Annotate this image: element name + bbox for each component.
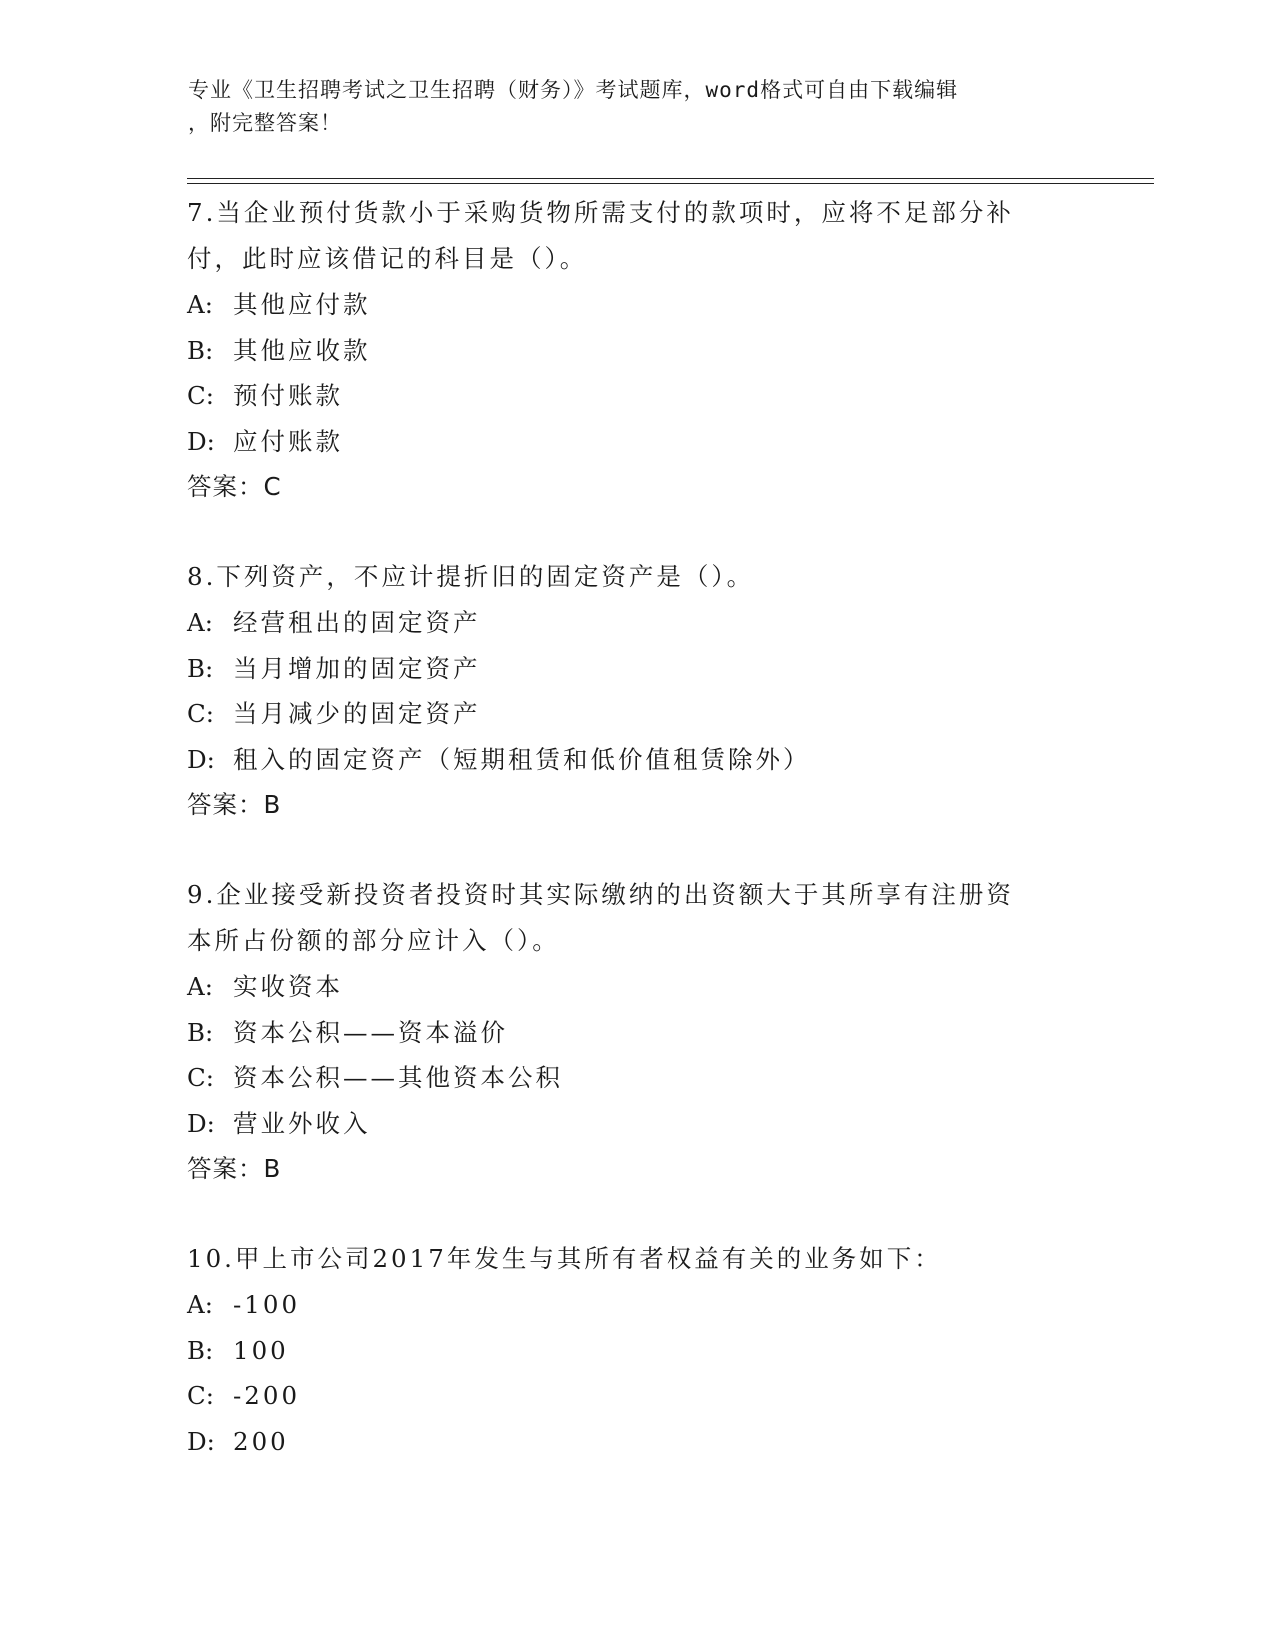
option-c [187, 691, 1087, 737]
option-label: B: [187, 1335, 214, 1365]
question-text-line-1: 9.企业接受新投资者投资时其实际缴纳的出资额大于其所享有注册资 [187, 880, 1014, 909]
option-text: -100 [233, 1290, 301, 1319]
option-text: 应付账款 [233, 426, 343, 456]
question-text-line-1: 8.下列资产，不应计提折旧的固定资产是（）。 [187, 562, 755, 591]
option-d [187, 737, 1087, 783]
question-text-line-1: 7.当企业预付货款小于采购货物所需支付的款项时，应将不足部分补 [187, 198, 1014, 227]
header-divider-bottom [187, 183, 1154, 184]
option-text: 营业外收入 [233, 1108, 371, 1138]
option-text: 当月减少的固定资产 [233, 699, 481, 728]
option-label: B: [187, 653, 214, 683]
question-list [187, 190, 1087, 1464]
header-line-1: 专业《卫生招聘考试之卫生招聘（财务）》考试题库，word格式可自由下载编辑 [188, 78, 959, 102]
question-text-line-2: 付，此时应该借记的科目是（）。 [187, 244, 588, 273]
option-c [187, 1373, 1087, 1419]
option-text: -200 [233, 1381, 301, 1410]
option-label: C: [187, 1381, 215, 1410]
answer: 答案：C [187, 472, 282, 501]
question-text [187, 872, 1087, 964]
option-label: C: [187, 381, 215, 410]
option-d [187, 1101, 1087, 1147]
option-label: A: [187, 290, 213, 319]
option-a [187, 282, 1087, 328]
question-text [187, 190, 1087, 282]
option-text: 资本公积——其他资本公积 [233, 1063, 563, 1092]
option-d [187, 419, 1087, 465]
option-text: 资本公积——资本溢价 [233, 1017, 508, 1047]
option-text: 其他应付款 [233, 290, 371, 319]
option-text: 200 [233, 1426, 289, 1456]
question-8 [187, 554, 1087, 827]
question-text-line-1: 10.甲上市公司2017年发生与其所有者权益有关的业务如下： [187, 1244, 942, 1273]
option-b [187, 1010, 1087, 1056]
option-c [187, 1055, 1087, 1101]
question-9 [187, 872, 1087, 1191]
option-label: C: [187, 1063, 215, 1092]
option-text: 实收资本 [233, 972, 343, 1001]
option-b [187, 646, 1087, 692]
option-label: A: [187, 1290, 213, 1319]
option-a [187, 1282, 1087, 1328]
option-b [187, 1328, 1087, 1374]
question-7 [187, 190, 1087, 509]
document-header [188, 74, 1068, 140]
option-label: B: [187, 1017, 214, 1047]
option-text: 100 [233, 1335, 289, 1365]
question-text-line-2: 本所占份额的部分应计入（）。 [187, 926, 560, 955]
answer: 答案：B [187, 1154, 282, 1183]
header-divider-top [187, 178, 1154, 179]
question-text [187, 554, 1087, 600]
option-text: 经营租出的固定资产 [233, 608, 481, 637]
option-label: B: [187, 335, 214, 365]
option-text: 当月增加的固定资产 [233, 653, 481, 683]
option-text: 其他应收款 [233, 335, 371, 365]
question-10 [187, 1236, 1087, 1464]
option-label: C: [187, 699, 215, 728]
option-d [187, 1419, 1087, 1465]
option-c [187, 373, 1087, 419]
option-label: D: [187, 1108, 215, 1138]
option-a [187, 964, 1087, 1010]
option-label: D: [187, 744, 215, 774]
option-text: 预付账款 [233, 381, 343, 410]
header-line-2: ，附完整答案！ [188, 111, 342, 135]
option-label: D: [187, 426, 215, 456]
question-text [187, 1236, 1087, 1282]
option-label: A: [187, 972, 213, 1001]
option-a [187, 600, 1087, 646]
option-b [187, 328, 1087, 374]
answer: 答案：B [187, 790, 282, 819]
option-label: A: [187, 608, 213, 637]
option-text: 租入的固定资产（短期租赁和低价值租赁除外） [233, 744, 811, 774]
option-label: D: [187, 1426, 215, 1456]
